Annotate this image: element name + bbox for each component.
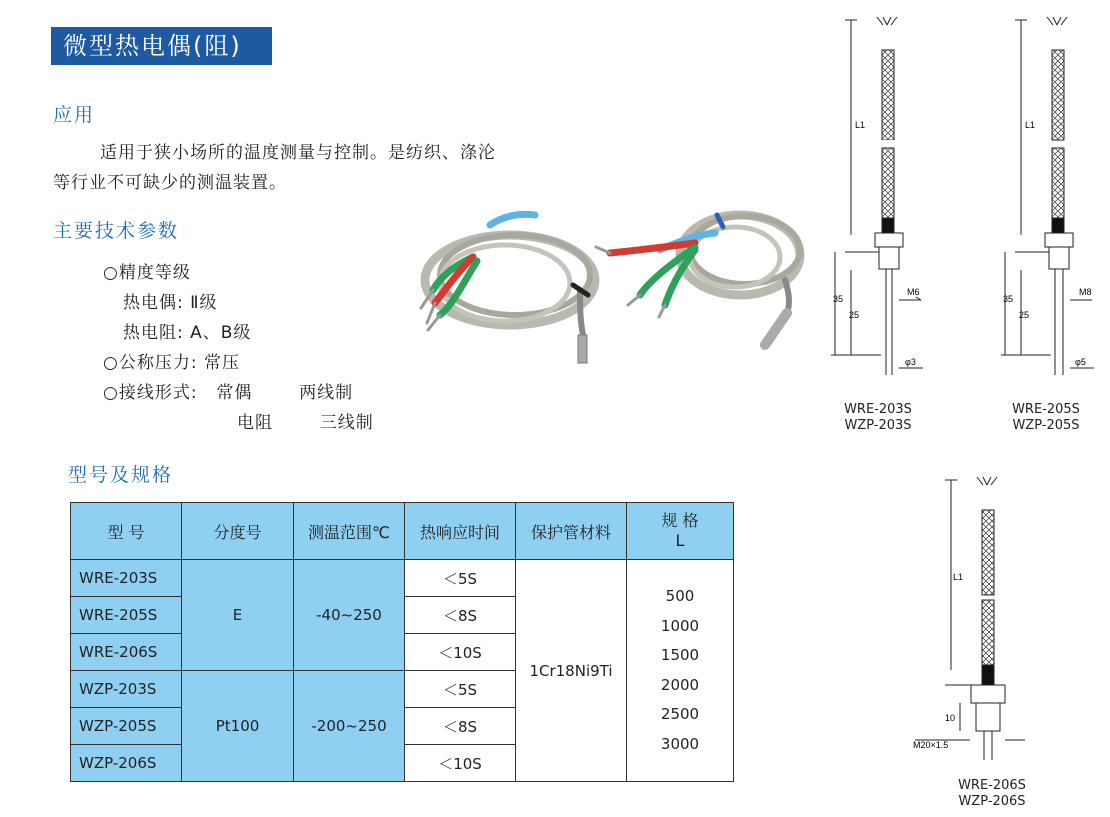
thermocouple-cable-left	[421, 214, 595, 363]
col-header-graduation: 分度号	[182, 503, 294, 560]
graduation-cell: Pt100	[182, 671, 294, 782]
rtd-grade: 热电阻: A、B级	[123, 323, 252, 343]
col-header-model: 型 号	[71, 503, 182, 560]
wiring-rtd: 电阻	[237, 413, 273, 433]
drawing-label-1	[828, 402, 928, 434]
dim-l1: L1	[855, 120, 866, 130]
range-cell: -200~250	[294, 671, 405, 782]
col-header-spec	[627, 503, 734, 560]
wiring-thermocouple-value: 两线制	[299, 383, 354, 403]
specs-list	[103, 258, 374, 438]
wiring-label: ○接线形式:	[103, 383, 198, 403]
dim-35: 35	[1003, 294, 1014, 304]
drawing-model-wre: WRE-205S	[1012, 402, 1080, 417]
product-photo	[395, 195, 825, 365]
response-cell: ＜8S	[405, 708, 516, 745]
col-header-spec-unit: L	[675, 531, 685, 550]
dim-10: 10	[945, 713, 956, 723]
col-header-range: 测温范围℃	[294, 503, 405, 560]
application-heading: 应用	[53, 104, 96, 126]
dim-diameter: φ5	[1075, 357, 1086, 367]
length-value: 1000	[660, 616, 700, 635]
application-text-line1: 适用于狭小场所的温度测量与控制。是纺织、涤沦	[100, 143, 496, 163]
drawing-model-wzp: WZP-205S	[1012, 418, 1080, 433]
page-title: 微型热电偶(阻)	[51, 27, 272, 65]
thermocouple-grade: 热电偶: Ⅱ级	[123, 293, 218, 313]
wiring-row-1	[103, 378, 374, 408]
length-value: 1500	[660, 646, 700, 664]
dim-thread: M6	[907, 287, 920, 297]
table-header-row	[71, 503, 734, 560]
drawing-model-wzp: WZP-206S	[958, 794, 1026, 809]
length-value: 500	[665, 587, 695, 605]
drawing-wre-205s	[995, 10, 1110, 385]
drawing-label-2	[996, 402, 1096, 434]
model-cell: WZP-206S	[71, 745, 182, 782]
material-cell: 1Cr18Ni9Ti	[516, 560, 627, 782]
drawing-wre-206s	[905, 470, 1035, 760]
specs-heading: 主要技术参数	[53, 220, 180, 242]
length-value: 3000	[660, 734, 700, 753]
col-header-spec-label: 规 格	[661, 511, 699, 530]
accuracy-label: ○精度等级	[103, 263, 191, 283]
models-table	[70, 502, 734, 782]
response-cell: ＜5S	[405, 671, 516, 708]
length-value: 2500	[660, 705, 700, 723]
drawing-model-wzp: WZP-203S	[844, 418, 912, 433]
response-cell: ＜10S	[405, 745, 516, 782]
col-header-response: 热响应时间	[405, 503, 516, 560]
dim-l1: L1	[1025, 120, 1036, 130]
drawing-model-wre: WRE-203S	[844, 402, 912, 417]
length-cell	[627, 560, 734, 782]
models-heading: 型号及规格	[68, 464, 174, 486]
model-cell: WZP-203S	[71, 671, 182, 708]
length-value: 2000	[660, 675, 700, 694]
dim-25: 25	[849, 310, 860, 320]
col-header-material: 保护管材料	[516, 503, 627, 560]
response-cell: ＜5S	[405, 560, 516, 597]
wiring-rtd-value: 三线制	[319, 413, 374, 433]
dim-l1: L1	[953, 572, 964, 582]
wiring-thermocouple: 常偶	[216, 383, 253, 403]
dim-thread: M8	[1079, 287, 1092, 297]
model-cell: WRE-206S	[71, 634, 182, 671]
table-row	[71, 560, 734, 597]
thermocouple-cable-right	[596, 215, 800, 345]
graduation-cell: E	[182, 560, 294, 671]
drawing-label-3	[942, 778, 1042, 810]
model-cell: WZP-205S	[71, 708, 182, 745]
dim-diameter: φ3	[905, 357, 916, 367]
response-cell: ＜8S	[405, 597, 516, 634]
wiring-row-2	[103, 408, 374, 438]
application-text-line2: 等行业不可缺少的测温装置。	[53, 173, 287, 193]
dim-35: 35	[833, 294, 844, 304]
model-cell: WRE-203S	[71, 560, 182, 597]
model-cell: WRE-205S	[71, 597, 182, 634]
nominal-pressure: ○公称压力: 常压	[103, 353, 240, 373]
drawing-model-wre: WRE-206S	[958, 778, 1026, 793]
response-cell: ＜10S	[405, 634, 516, 671]
dim-25: 25	[1019, 310, 1030, 320]
dim-thread: M20×1.5	[913, 740, 949, 750]
range-cell: -40~250	[294, 560, 405, 671]
drawing-wre-203s	[825, 10, 945, 385]
